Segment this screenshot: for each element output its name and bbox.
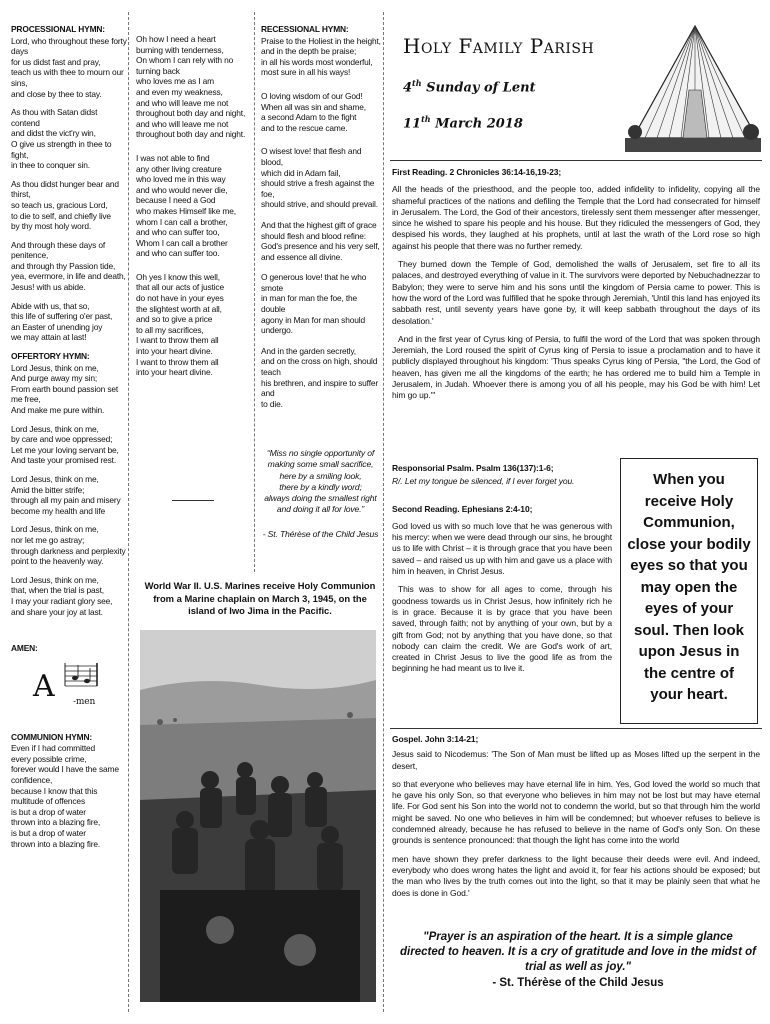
hymn-verse: I was not able to find any other living creature who loved me in this way and who would never die, because I need a God who makes Himself like me, whom I can call a brother, and who can suffer too, Whom I can call a brother and who can suffer too. bbox=[136, 152, 236, 259]
communion-reflection-text: When you receive Holy Communion, close your bodily eyes so that you may open the eyes of your soul. Then look upon Jesus in the centre of your heart. bbox=[627, 471, 751, 703]
reading-paragraph: so that everyone who believes may have eternal life in him. Yes, God loved the world so much that he gave his only Son, so that everyone who believes in him may not be lost but may have eternal life. For God sent his Son into the world not to condemn the world, but so that through him the world might be saved. No one who believes in him will be condemned; but whoever refuses to believe is condemned already, because he has refused to believe in the name of God's only Son. On these grounds is sentence pronounced: that though the light has come into the world bbox=[392, 778, 760, 846]
amen-big-letter: A bbox=[33, 668, 55, 704]
first-reading bbox=[392, 167, 760, 409]
hymn-column-3 bbox=[261, 24, 381, 417]
hymn-verse: Oh yes I know this well, that all our acts of justice do not have in your eyes the slightest worth at all, and so to give a price to all my sacrifices, I want to throw them all into your heart divine. I want to throw them all into your heart divine. bbox=[136, 271, 224, 378]
reading-paragraph: men have shown they prefer darkness to the light because their deeds were evil. And indeed, everybody who does wrong hates the light and avoid it, for fear his actions should be exposed; but the man who lives by the truth comes out into the light, so that it may be plainly seen that what he does is done in God.' bbox=[392, 853, 760, 898]
hymn-verse: Lord Jesus, think on me, that, when the trial is past, I may your radiant glory see, and share your joy at last. bbox=[11, 574, 113, 617]
gospel-reading bbox=[392, 734, 760, 906]
hymn-verse: Lord, who throughout these forty days for us didst fast and pray, teach us with thee to mourn our sins, and close by thee to stay. bbox=[11, 35, 127, 99]
hymn-verse: And that the highest gift of grace should flesh and blood refine: God's presence and his very self, and essence all divine. bbox=[261, 219, 380, 262]
photo-illustration bbox=[140, 630, 376, 1002]
hymn-verse: O generous love! that he who smote in man for man the foe, the double agony in Man for man should undergo. bbox=[261, 272, 367, 336]
parish-header bbox=[395, 18, 765, 158]
bulletin-date: 11th March 2018 bbox=[403, 114, 523, 132]
final-quote-attribution: - St. Thérèse of the Child Jesus bbox=[492, 977, 664, 989]
psalm-response: R/. Let my tongue be silenced, if I ever forget you. bbox=[392, 476, 575, 487]
quote-attribution: - St. Thérèse of the Child Jesus bbox=[262, 528, 379, 539]
hymn-verse: O wisest love! that flesh and blood, which did in Adam fail, should strive a fresh against the foe, should strive, and should prevail. bbox=[261, 146, 378, 210]
amen-syllable: -men bbox=[73, 696, 96, 707]
hymn-verse: Abide with us, that so, this life of suffering o'er past, an Easter of unending joy we may attain at last! bbox=[11, 300, 113, 343]
communion-hymn-title: COMMUNION HYMN: bbox=[11, 731, 93, 742]
hymn-verse: As thou didst hunger bear and thirst, so teach us, gracious Lord, to die to self, and chiefly live by thy most holy word. bbox=[11, 178, 119, 232]
final-quote bbox=[400, 930, 756, 991]
liturgical-day: 4th Sunday of Lent bbox=[403, 78, 536, 96]
amen-notation bbox=[11, 660, 127, 722]
processional-hymn-title: PROCESSIONAL HYMN: bbox=[11, 24, 105, 34]
quote-text: “Miss no single opportunity of making some small sacrifice, here by a smiling look, there by a kindly word; always doing the smallest right and doing it all for love.” bbox=[264, 448, 377, 515]
hymn-verse: Oh how I need a heart burning with tenderness, On whom I can rely with no turning back who loves me as I am and even my weakness, and who will leave me not throughout both day and night, and who will leave me not throughout both day and night. bbox=[136, 34, 246, 140]
column-divider-1 bbox=[128, 12, 129, 1012]
communion-reflection-box bbox=[620, 458, 758, 724]
psalm-and-second-reading bbox=[392, 463, 612, 682]
hymn-verse: As thou with Satan didst contend and didst the vict'ry win, O give us strength in thee to fight, in thee to conquer sin. bbox=[11, 107, 112, 171]
church-building-image bbox=[625, 20, 761, 156]
hymn-verse: And through these days of penitence, and through thy Passion tide, yea, evermore, in life and death, Jesus! with us abide. bbox=[11, 239, 126, 293]
column-divider-2 bbox=[254, 12, 255, 572]
verse-separator bbox=[172, 500, 214, 501]
hymn-verse: O loving wisdom of our God! When all was sin and shame, a second Adam to the fight and to the rescue came. bbox=[261, 90, 366, 133]
recessional-hymn-title: RECESSIONAL HYMN: bbox=[261, 24, 349, 34]
hymn-verse: Lord Jesus, think on me, Amid the bitter strife; through all my pain and misery become my health and life bbox=[11, 473, 121, 516]
therese-quote bbox=[258, 437, 383, 551]
column-divider-3 bbox=[383, 12, 384, 1012]
hymn-column-2 bbox=[136, 34, 254, 386]
hymn-verse: Lord Jesus, think on me, nor let me go astray; through darkness and perplexity point to the heavenly way. bbox=[11, 524, 126, 567]
reading-paragraph: They burned down the Temple of God, demolished the walls of Jerusalem, set fire to all its palaces, and destroyed everything of value in it. The survivors were deported by Nebuchadnezzar to Babylon; they were to serve him and his sons until the kingdom of Persia came to power. This is how the word of the Lord was fulfilled that he spoke through Jeremiah, 'Until this land has enjoyed its sabbath rest, until seventy years have gone by, it will keep sabbath throughout the days of its desolation.' bbox=[392, 259, 760, 326]
hymn-verse: Lord Jesus, think on me, by care and woe oppressed; Let me your loving servant be, And taste your promised rest. bbox=[11, 423, 119, 466]
hymn-verse: Praise to the Holiest in the height, and in the depth be praise; in all his words most wonderful, most sure in all his ways! bbox=[261, 35, 381, 78]
reading-paragraph: Jesus said to Nicodemus: 'The Son of Man must be lifted up as Moses lifted up the serpent in the desert, bbox=[392, 749, 760, 771]
iwo-jima-photo bbox=[140, 630, 376, 1002]
header-rule bbox=[390, 160, 762, 161]
reading-paragraph: God loved us with so much love that he was generous with his mercy: when we were dead through our sins, he brought us to life with Christ – it is through grace that you have been saved – and raised us up with him and gave us a place with him in heaven, in Christ Jesus. bbox=[392, 520, 612, 577]
offertory-hymn-title: OFFERTORY HYMN: bbox=[11, 351, 90, 362]
hymn-verse: And in the garden secretly, and on the cross on high, should teach his brethren, and inspire to suffer and to die. bbox=[261, 345, 379, 409]
music-staff-icon bbox=[61, 660, 101, 688]
first-reading-title: First Reading. 2 Chronicles 36:14-16,19-23; bbox=[392, 167, 562, 177]
reading-paragraph: All the heads of the priesthood, and the people too, added infidelity to infidelity, copying all the shameful practices of the nations and defiling the Temple that the Lord had consecrated for himself in Jerusalem. The Lord, the God of their ancestors, tirelessly sent them messenger after messenger, since he wished to spare his people and his house. But they ridiculed the messengers of God, they despised his words, they laughed at his prophets, until at last the wrath of the Lord rose so high against his people that there was no further remedy. bbox=[392, 184, 760, 251]
photo-caption: World War II. U.S. Marines receive Holy Communion from a Marine chaplain on March 3, 1945, on the island of Iwo Jima in the Pacific. bbox=[144, 580, 376, 616]
amen-title: AMEN: bbox=[11, 643, 38, 654]
hymn-verse: Even if I had committed every possible crime, forever would I have the same confidence, because I know that this multitude of offences is but a drop of water thrown into a blazing fire, is but a drop of water thrown into a blazing fire. bbox=[11, 743, 119, 849]
gospel-rule bbox=[390, 728, 762, 729]
reading-paragraph: This was to show for all ages to come, through his goodness towards us in Christ Jesus, how infinitely rich he is in grace. Because it is by grace that you have been saved, through faith; not by anything of your own, but by a gift from God; not by anything that you have done, so that nobody can claim the credit. We are God's work of art, created in Christ Jesus to live the good life as from the beginning he had meant us to live it. bbox=[392, 584, 612, 674]
final-quote-text: "Prayer is an aspiration of the heart. It is a simple glance directed to heaven. It is a cry of gratitude and love in the midst of trial as well as joy." bbox=[400, 931, 756, 973]
psalm-title: Responsorial Psalm. Psalm 136(137):1-6; bbox=[392, 463, 554, 473]
parish-name: Holy Family Parish bbox=[403, 34, 595, 58]
gospel-title: Gospel. John 3:14-21; bbox=[392, 734, 479, 744]
hymn-column-1 bbox=[11, 24, 127, 857]
second-reading-title: Second Reading. Ephesians 2:4-10; bbox=[392, 503, 533, 514]
hymn-verse: Lord Jesus, think on me, And purge away my sin; From earth bound passion set me free, And make me pure within. bbox=[11, 362, 119, 415]
reading-paragraph: And in the first year of Cyrus king of Persia, to fulfil the word of the Lord that was spoken through Jeremiah, the Lord roused the spirit of Cyrus king of Persia to issue a proclamation and to have it publicly displayed throughout his kingdom: 'Thus speaks Cyrus king of Persia, "the Lord, the God of heaven, has given me all the kingdoms of the earth; he has ordered me to build him a Temple in Jerusalem, in Judah. Whoever there is among you of all his people, may his God be with him! Let him go up."' bbox=[392, 333, 760, 401]
